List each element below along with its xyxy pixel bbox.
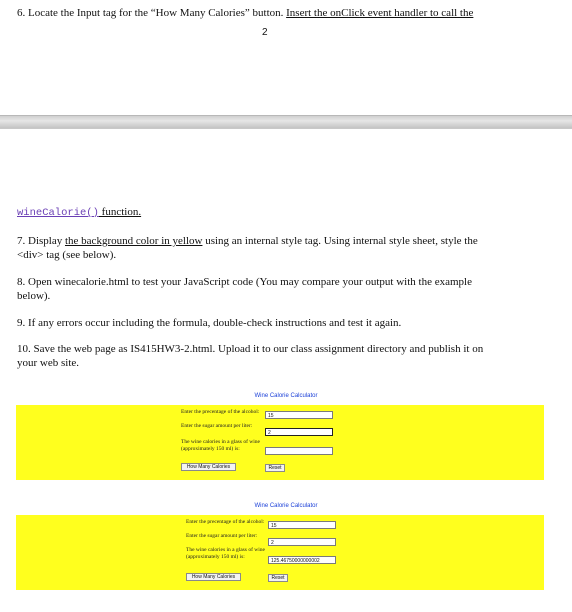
step-10-line-2: your web site.: [17, 357, 80, 369]
code-function-name: wineCalorie(): [17, 207, 99, 219]
step-6-line: [17, 6, 562, 20]
calc-1-sugar-label: Enter the sugar amount per liter:: [181, 423, 253, 429]
step-7-line-2: <div> tag (see below).: [17, 249, 117, 261]
page-break-divider: [0, 115, 572, 129]
calc-1-alcohol-input[interactable]: 15: [265, 411, 333, 419]
step-6-underlined: Insert the onClick event handler to call the: [286, 7, 474, 19]
calc-2-result-output[interactable]: 125.46750000000002: [268, 556, 336, 564]
calc-2-reset-button[interactable]: Reset: [268, 574, 288, 582]
step-10-line-1: 10. Save the web page as IS415HW3-2.html. Upload it to our class assignment directory and publish it on: [17, 343, 484, 355]
calc-2-sugar-input[interactable]: 2: [268, 538, 336, 546]
calc-1-title: Wine Calorie Calculator: [254, 393, 318, 399]
calc-1-how-many-calories-button[interactable]: How Many Calories: [181, 463, 236, 471]
calc-2-how-many-calories-button[interactable]: How Many Calories: [186, 573, 241, 581]
calc-1-yellow-box: [16, 405, 544, 480]
step-6-rest: function.: [98, 206, 142, 218]
calc-2-title: Wine Calorie Calculator: [254, 503, 318, 509]
calc-2-result-label: The wine calories in a glass of wine (approximately 150 ml) is:: [186, 547, 265, 560]
calc-1-result-label: The wine calories in a glass of wine (approximately 150 ml) is:: [181, 439, 260, 452]
step-8: [17, 275, 562, 303]
calc-2-yellow-box: [16, 515, 544, 590]
calc-2-alcohol-label: Enter the precentage of the alcohol:: [186, 519, 265, 525]
step-8-line-1: 8. Open winecalorie.html to test your JavaScript code (You may compare your output with the example: [17, 276, 472, 288]
highlight-instruction: the background color in yellow: [64, 235, 203, 247]
calc-1-sugar-input[interactable]: 2: [265, 428, 333, 436]
calc-1-alcohol-label: Enter the precentage of the alcohol:: [181, 409, 260, 415]
calc-2-sugar-label: Enter the sugar amount per liter:: [186, 533, 258, 539]
page-number: 2: [262, 27, 268, 38]
step-6-continuation: [17, 205, 141, 220]
step-9: 9. If any errors occur including the formula, double-check instructions and test it again.: [17, 317, 402, 329]
step-8-line-2: below).: [17, 290, 51, 302]
step-7-line-1: 7. Display the background color in yellow using an internal style tag. Using internal style sheet, style the: [17, 235, 478, 247]
step-7: [17, 234, 562, 262]
step-6-text: 6. Locate the Input tag for the “How Many Calories” button.: [17, 7, 287, 19]
calc-2-alcohol-input[interactable]: 15: [268, 521, 336, 529]
calc-1-result-output[interactable]: [265, 447, 333, 455]
calc-1-reset-button[interactable]: Reset: [265, 464, 285, 472]
step-10: [17, 342, 562, 370]
